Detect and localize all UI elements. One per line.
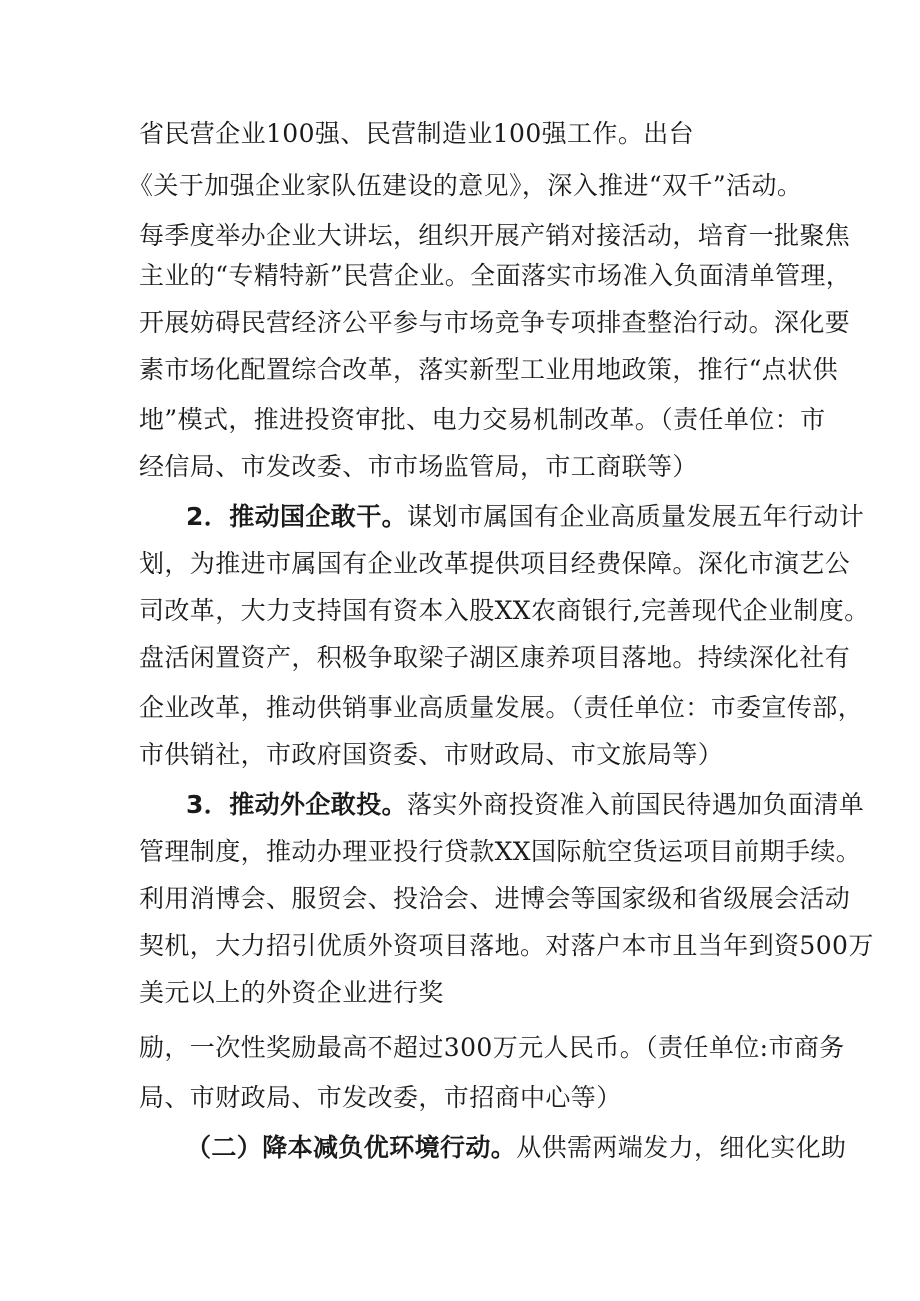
- text-line-21: [139, 1080, 920, 1116]
- text-line-11: [139, 593, 920, 629]
- text-line-6: [139, 352, 920, 388]
- text-line-12: [139, 640, 920, 676]
- line-text: 划，为推进市属国有企业改革提供项目经费保障。深化市演艺公: [139, 549, 851, 578]
- line-text: 契机，大力招引优质外资项目落地。对落户本市且当年到资500万: [139, 931, 874, 960]
- line-text: 利用消博会、服贸会、投洽会、进博会等国家级和省级展会活动: [139, 884, 851, 913]
- line-text: 企业改革，推动供销事业高质量发展。（责任单位：市委宣传部，: [139, 693, 864, 722]
- text-line-3: [139, 218, 920, 254]
- line-text: 落实外商投资准入前国民待遇加负面清单: [407, 790, 865, 819]
- line-text: 素市场化配置综合改革，落实新型工业用地政策，推行“点状供: [139, 355, 838, 384]
- line-text: 开展妨碍民营经济公平参与市场竞争专项排查整治行动。深化要: [139, 308, 851, 337]
- text-line-10: [139, 546, 920, 582]
- text-line-2: [128, 168, 920, 204]
- text-line-19: [139, 975, 920, 1011]
- line-text: 司改革，大力支持国有资本入股XX农商银行,完善现代企业制度。: [139, 596, 870, 625]
- line-text: 谋划市属国有企业高质量发展五年行动计: [407, 502, 865, 531]
- item-heading: 3．推动外企敢投。: [186, 790, 407, 819]
- text-line-8: [139, 449, 920, 485]
- line-text: 经信局、市发改委、市市场监管局，市工商联等）: [139, 452, 698, 481]
- line-text: 省民营企业100强、民营制造业100强工作。出台: [139, 119, 695, 148]
- line-text: 美元以上的外资企业进行奖: [139, 978, 444, 1007]
- line-text: 市供销社，市政府国资委、市财政局、市文旅局等）: [139, 740, 724, 769]
- text-line-1: [139, 116, 920, 152]
- text-line-18: [139, 928, 920, 964]
- text-line-7: [139, 402, 920, 438]
- line-text: 主业的“专精特新”民营企业。全面落实市场准入负面清单管理，: [139, 261, 852, 290]
- text-line-20: [139, 1030, 920, 1066]
- text-line-14: [139, 737, 920, 773]
- text-line-15: [186, 787, 920, 823]
- text-line-4: [139, 258, 920, 294]
- line-text: 《关于加强企业家队伍建设的意见》，深入推进“双千”活动。: [128, 171, 803, 200]
- line-text: 局、市财政局、市发改委，市招商中心等）: [139, 1083, 622, 1112]
- item-heading: 2．推动国企敢干。: [186, 502, 407, 531]
- text-line-5: [139, 305, 920, 341]
- text-line-13: [139, 690, 920, 726]
- line-text: 每季度举办企业大讲坛，组织开展产销对接活动，培育一批聚焦: [139, 221, 851, 250]
- line-text: 管理制度，推动办理亚投行贷款XX国际航空货运项目前期手续。: [139, 837, 862, 866]
- line-text: 地”模式，推进投资审批、电力交易机制改革。（责任单位：市: [139, 405, 826, 434]
- text-line-16: [139, 834, 920, 870]
- line-text: 励，一次性奖励最高不超过300万元人民币。（责任单位:市商务: [139, 1033, 845, 1062]
- text-line-17: [139, 881, 920, 917]
- section-heading: （二）降本减负优环境行动。: [186, 1133, 517, 1162]
- line-text: 从供需两端发力，细化实化助: [516, 1133, 847, 1162]
- line-text: 盘活闲置资产，积极争取梁子湖区康养项目落地。持续深化社有: [139, 643, 851, 672]
- text-line-9: [186, 499, 920, 535]
- text-line-22: [186, 1130, 920, 1166]
